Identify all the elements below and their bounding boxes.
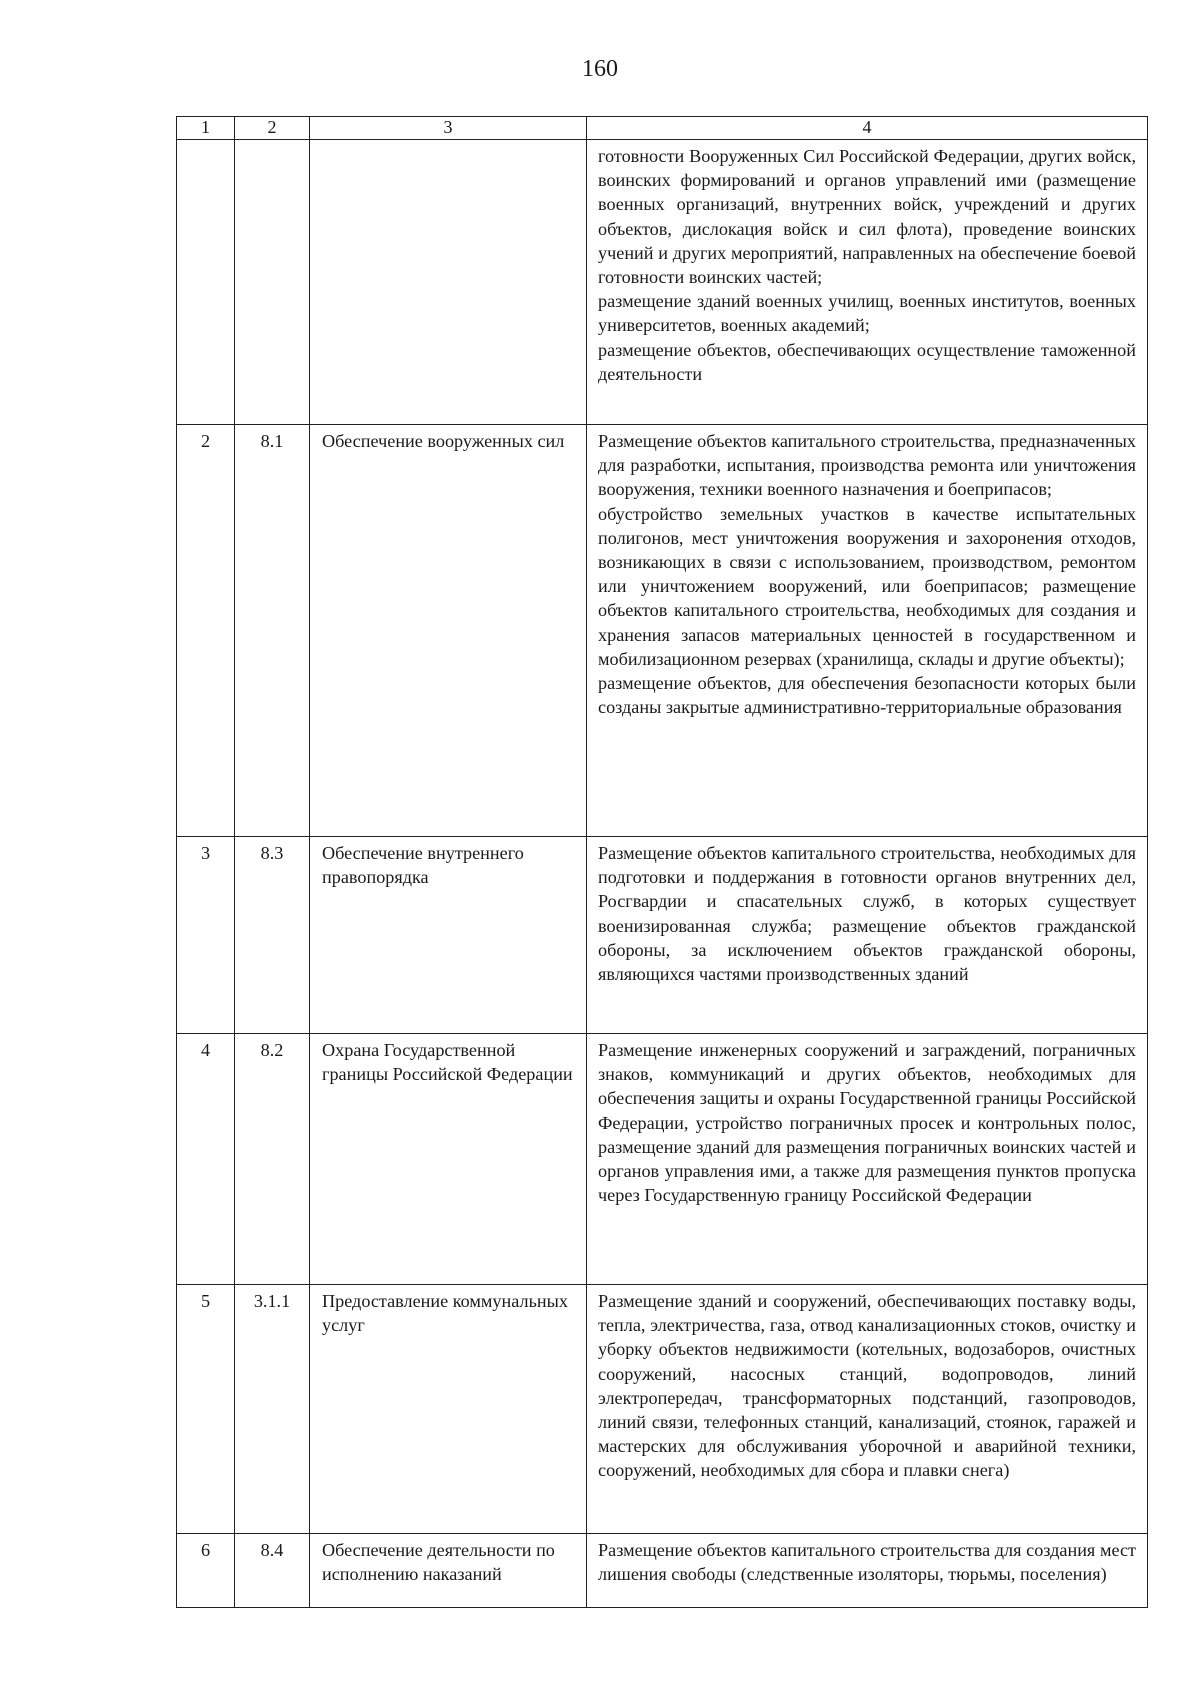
row-name: Обеспечение деятельности по исполнению наказаний: [310, 1534, 587, 1608]
header-cell-4: 4: [587, 117, 1148, 140]
header-cell-2: 2: [235, 117, 310, 140]
row-code: 3.1.1: [235, 1285, 310, 1534]
row-description: [587, 1034, 1148, 1285]
row-name: [310, 140, 587, 425]
description-paragraph: размещение объектов, для обеспечения безопасности которых были созданы закрытые административно-территориальные образования: [598, 673, 1136, 718]
land-use-table: [176, 116, 1148, 1608]
description-paragraph: Размещение объектов капитального строительства, предназначенных для разработки, испытания, производства ремонта или уничтожения вооружения, техники военного назначения и боеприпасов;: [598, 431, 1136, 500]
table-row: [177, 425, 1148, 837]
table-row: [177, 140, 1148, 425]
description-paragraph: обустройство земельных участков в качестве испытательных полигонов, мест уничтожения вооружения и захоронения отходов, возникающих в связи с использованием, производством, ремонтом или уничтожением вооружений, или боеприпасов; размещение объектов капитального строительства, необходимых для создания и хранения запасов материальных ценностей в государственном и мобилизационном резервах (хранилища, склады и другие объекты);: [598, 503, 1136, 669]
row-number: 4: [177, 1034, 235, 1285]
row-number: 6: [177, 1534, 235, 1608]
table-header-row: [177, 117, 1148, 140]
header-cell-3: 3: [310, 117, 587, 140]
description-paragraph: Размещение зданий и сооружений, обеспечивающих поставку воды, тепла, электричества, газа, отвод канализационных стоков, очистку и уборку объектов недвижимости (котельных, водозаборов, очистных сооружений, насосных станций, водопроводов, линий электропередач, трансформаторных подстанций, газопроводов, линий связи, телефонных станций, канализаций, стоянок, гаражей и мастерских для обслуживания уборочной и аварийной техники, сооружений, необходимых для сбора и плавки снега): [598, 1291, 1136, 1481]
row-name: Обеспечение вооруженных сил: [310, 425, 587, 837]
row-number: 5: [177, 1285, 235, 1534]
description-paragraph: размещение объектов, обеспечивающих осуществление таможенной деятельности: [598, 339, 1136, 384]
row-description: [587, 425, 1148, 837]
table-row: [177, 837, 1148, 1034]
row-name: Предоставление коммунальных услуг: [310, 1285, 587, 1534]
page-number: 160: [582, 56, 618, 82]
header-cell-1: 1: [177, 117, 235, 140]
row-code: 8.4: [235, 1534, 310, 1608]
description-paragraph: Размещение объектов капитального строительства для создания мест лишения свободы (следственные изоляторы, тюрьмы, поселения): [598, 1540, 1136, 1585]
row-name: Обеспечение внутреннего правопорядка: [310, 837, 587, 1034]
row-number: 3: [177, 837, 235, 1034]
description-paragraph: готовности Вооруженных Сил Российской Федерации, других войск, воинских формирований и органов управлений ими (размещение военных организаций, внутренних войск, учреждений и других объектов, дислокация войск и сил флота), проведение воинских учений и других мероприятий, направленных на обеспечение боевой готовности воинских частей;: [598, 146, 1136, 288]
row-description: [587, 1285, 1148, 1534]
table-row: [177, 1534, 1148, 1608]
row-code: [235, 140, 310, 425]
table-row: [177, 1034, 1148, 1285]
description-paragraph: размещение зданий военных училищ, военных институтов, военных университетов, военных академий;: [598, 291, 1136, 336]
row-description: [587, 1534, 1148, 1608]
row-description: [587, 140, 1148, 425]
row-description: [587, 837, 1148, 1034]
table-row: [177, 1285, 1148, 1534]
row-number: [177, 140, 235, 425]
row-code: 8.3: [235, 837, 310, 1034]
row-code: 8.1: [235, 425, 310, 837]
row-number: 2: [177, 425, 235, 837]
row-name: Охрана Государственной границы Российской Федерации: [310, 1034, 587, 1285]
row-code: 8.2: [235, 1034, 310, 1285]
description-paragraph: Размещение объектов капитального строительства, необходимых для подготовки и поддержания в готовности органов внутренних дел, Росгвардии и спасательных служб, в которых существует военизированная служба; размещение объектов гражданской обороны, за исключением объектов гражданской обороны, являющихся частями производственных зданий: [598, 843, 1136, 985]
description-paragraph: Размещение инженерных сооружений и заграждений, пограничных знаков, коммуникаций и других объектов, необходимых для обеспечения защиты и охраны Государственной границы Российской Федерации, устройство пограничных просек и контрольных полос, размещение зданий для размещения пограничных воинских частей и органов управления ими, а также для размещения пунктов пропуска через Государственную границу Российской Федерации: [598, 1040, 1136, 1206]
